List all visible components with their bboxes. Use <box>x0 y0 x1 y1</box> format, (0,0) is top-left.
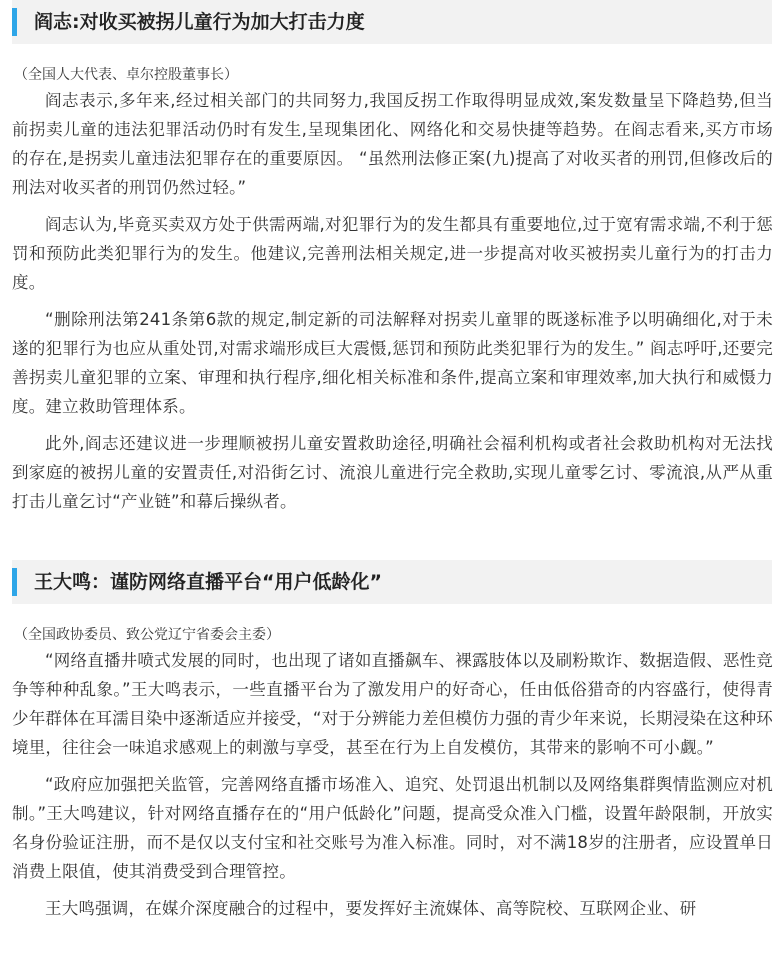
speaker-byline: （全国人大代表、卓尔控股董事长） <box>14 67 238 83</box>
section-heading <box>12 560 772 604</box>
paragraph: “删除刑法第241条第6款的规定,制定新的司法解释对拐卖儿童罪的既遂标准予以明确细化,对于未遂的犯罪行为也应从重处罚,对需求端形成巨大震慑,惩罚和预防此类犯罪行为的发生。” 阎志呼吁,还要完善拐卖儿童犯罪的立案、审理和执行程序,细化相关标准和条件,提高立案和审理效率,加大执行和威慑力度。建立救助管理体系。 <box>12 310 773 416</box>
paragraph: 此外,阎志还建议进一步理顺被拐儿童安置救助途径,明确社会福利机构或者社会救助机构对无法找到家庭的被拐儿童的安置责任,对沿街乞讨、流浪儿童进行完全救助,实现儿童零乞讨、零流浪,从严从重打击儿童乞讨“产业链”和幕后操纵者。 <box>12 434 773 511</box>
paragraph: “政府应加强把关监管，完善网络直播市场准入、追究、处罚退出机制以及网络集群舆情监测应对机制。”王大鸣建议，针对网络直播存在的“用户低龄化”问题，提高受众准入门槛，设置年龄限制，开放实名身份验证注册，而不是仅以支付宝和社交账号为准入标准。同时，对不满18岁的注册者，应设置单日消费上限值，使其消费受到合理管控。 <box>12 775 773 881</box>
speaker-byline: （全国政协委员、致公党辽宁省委会主委） <box>14 627 280 643</box>
section-title: 阎志:对收买被拐儿童行为加大打击力度 <box>34 11 365 33</box>
article-section-wang-daming <box>0 560 783 923</box>
paragraph: 王大鸣强调，在媒介深度融合的过程中，要发挥好主流媒体、高等院校、互联网企业、研 <box>45 899 697 918</box>
paragraph: “网络直播井喷式发展的同时，也出现了诸如直播飙车、裸露肢体以及刷粉欺诈、数据造假、恶性竞争等种种乱象。”王大鸣表示，一些直播平台为了激发用户的好奇心，任由低俗猎奇的内容盛行，使得青少年群体在耳濡目染中逐渐适应并接受，“对于分辨能力差但模仿力强的青少年来说，长期浸染在这种环境里，往往会一味追求感观上的刺激与享受，甚至在行为上自发模仿，其带来的影响不可小觑。” <box>12 651 773 757</box>
section-heading <box>12 0 772 44</box>
paragraph: 阎志表示,多年来,经过相关部门的共同努力,我国反拐工作取得明显成效,案发数量呈下降趋势,但当前拐卖儿童的违法犯罪活动仍时有发生,呈现集团化、网络化和交易快捷等趋势。在阎志看来,买方市场的存在,是拐卖儿童违法犯罪存在的重要原因。 “虽然刑法修正案(九)提高了对收买者的刑罚,但修改后的刑法对收买者的刑罚仍然过轻。” <box>12 91 773 197</box>
heading-accent-bar <box>12 568 17 596</box>
section-title: 王大鸣：谨防网络直播平台“用户低龄化” <box>34 571 382 593</box>
heading-accent-bar <box>12 8 17 36</box>
paragraph: 阎志认为,毕竟买卖双方处于供需两端,对犯罪行为的发生都具有重要地位,过于宽宥需求端,不利于惩罚和预防此类犯罪行为的发生。他建议,完善刑法相关规定,进一步提高对收买被拐卖儿童行为的打击力度。 <box>12 215 773 292</box>
